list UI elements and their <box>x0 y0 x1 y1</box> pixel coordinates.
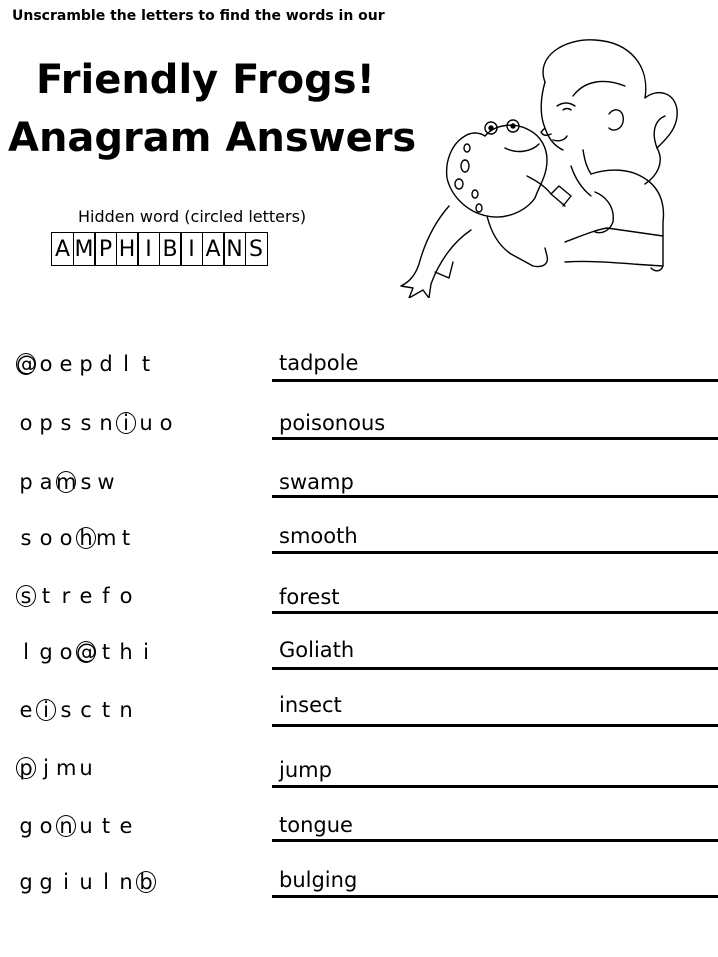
circled-letter: h <box>76 526 96 550</box>
scrambled-letter: w <box>97 470 115 494</box>
scrambled-word <box>16 411 176 435</box>
scrambled-letter: t <box>121 526 131 550</box>
scrambled-letter: c <box>80 698 92 722</box>
hidden-letter-box: S <box>245 232 268 266</box>
answer-text: jump <box>279 758 332 782</box>
scrambled-letter: u <box>139 411 153 435</box>
scrambled-letter: j <box>43 756 49 780</box>
scrambled-letter: e <box>119 814 133 838</box>
scrambled-letter: g <box>19 870 33 894</box>
scrambled-letter: g <box>39 640 53 664</box>
scrambled-letter: l <box>23 640 29 664</box>
circled-letter: i <box>116 411 136 435</box>
answer-text: tongue <box>279 813 353 837</box>
scrambled-word <box>16 814 136 838</box>
hidden-letter-box: N <box>223 232 246 266</box>
scrambled-letter: e <box>59 352 73 376</box>
answer-text: bulging <box>279 868 358 892</box>
scrambled-letter: n <box>99 411 113 435</box>
answer-line <box>272 724 718 727</box>
scrambled-letter: u <box>79 870 93 894</box>
circled-letter: @ <box>76 640 97 664</box>
scrambled-letter: l <box>103 870 109 894</box>
scrambled-letter: t <box>141 352 151 376</box>
scrambled-letter: d <box>99 352 113 376</box>
scrambled-letter: i <box>143 640 149 664</box>
answer-text: poisonous <box>279 411 386 435</box>
scrambled-letter: o <box>39 352 53 376</box>
title-line-1: Friendly Frogs! <box>36 57 375 103</box>
scrambled-letter: t <box>101 640 111 664</box>
scrambled-letter: a <box>39 470 53 494</box>
scrambled-letter: o <box>59 640 73 664</box>
circled-letter: p <box>16 756 36 780</box>
answer-line <box>272 611 718 614</box>
hidden-letter-box: I <box>180 232 203 266</box>
answer-text: insect <box>279 693 342 717</box>
scrambled-word <box>16 870 156 894</box>
girl-holding-frog-illustration <box>395 36 695 302</box>
scrambled-letter: s <box>60 698 72 722</box>
answer-line <box>272 839 718 842</box>
answer-text: Goliath <box>279 638 355 662</box>
circled-letter: i <box>36 698 56 722</box>
answer-line <box>272 495 718 498</box>
circled-letter: n <box>56 814 76 838</box>
circled-letter: @ <box>16 352 37 376</box>
answer-line <box>272 895 718 898</box>
scrambled-word <box>16 470 116 494</box>
scrambled-letter: o <box>39 814 53 838</box>
scrambled-letter: s <box>20 526 32 550</box>
scrambled-letter: i <box>63 870 69 894</box>
scrambled-letter: o <box>159 411 173 435</box>
circled-letter: b <box>136 870 156 894</box>
scrambled-word <box>16 352 156 376</box>
scrambled-letter: h <box>119 640 133 664</box>
scrambled-letter: f <box>102 584 110 608</box>
answer-line <box>272 785 718 788</box>
circled-letter: s <box>16 584 36 608</box>
answer-line <box>272 379 718 382</box>
scrambled-letter: s <box>60 411 72 435</box>
scrambled-letter: t <box>101 814 111 838</box>
scrambled-letter: s <box>80 470 92 494</box>
answer-text: swamp <box>279 470 354 494</box>
answer-line <box>272 551 718 554</box>
scrambled-letter: r <box>61 584 71 608</box>
scrambled-letter: o <box>59 526 73 550</box>
answer-text: forest <box>279 585 340 609</box>
instruction-text: Unscramble the letters to find the words in our <box>12 8 385 24</box>
scrambled-letter: n <box>119 698 133 722</box>
scrambled-letter: e <box>19 698 33 722</box>
circled-letter: m <box>56 470 77 494</box>
scrambled-word <box>16 756 96 780</box>
scrambled-letter: g <box>19 814 33 838</box>
answer-line <box>272 437 718 440</box>
answer-text: tadpole <box>279 351 359 375</box>
hidden-letter-box: A <box>202 232 225 266</box>
scrambled-letter: p <box>39 411 53 435</box>
answer-line <box>272 667 718 670</box>
scrambled-letter: o <box>39 526 53 550</box>
hidden-letter-box: P <box>94 232 117 266</box>
scrambled-letter: n <box>119 870 133 894</box>
hidden-letter-box: M <box>73 232 96 266</box>
scrambled-word <box>16 526 136 550</box>
hidden-letter-box: H <box>116 232 139 266</box>
scrambled-letter: p <box>19 470 33 494</box>
scrambled-letter: o <box>19 411 33 435</box>
scrambled-letter: s <box>80 411 92 435</box>
scrambled-letter: u <box>79 814 93 838</box>
scrambled-word <box>16 640 156 664</box>
scrambled-letter: p <box>79 352 93 376</box>
hidden-letter-box: A <box>51 232 74 266</box>
scrambled-letter: g <box>39 870 53 894</box>
scrambled-word <box>16 698 136 722</box>
hidden-letter-box: B <box>159 232 182 266</box>
hidden-letter-box: I <box>137 232 160 266</box>
scrambled-letter: m <box>96 526 117 550</box>
scrambled-letter: u <box>79 756 93 780</box>
answer-text: smooth <box>279 524 358 548</box>
hidden-word-label: Hidden word (circled letters) <box>78 207 307 226</box>
scrambled-letter: e <box>79 584 93 608</box>
hidden-word-boxes <box>51 232 266 266</box>
scrambled-letter: m <box>56 756 77 780</box>
scrambled-letter: t <box>41 584 51 608</box>
scrambled-letter: t <box>101 698 111 722</box>
scrambled-letter: o <box>119 584 133 608</box>
title-line-2: Anagram Answers <box>8 115 417 161</box>
scrambled-letter: l <box>123 352 129 376</box>
scrambled-word <box>16 584 136 608</box>
